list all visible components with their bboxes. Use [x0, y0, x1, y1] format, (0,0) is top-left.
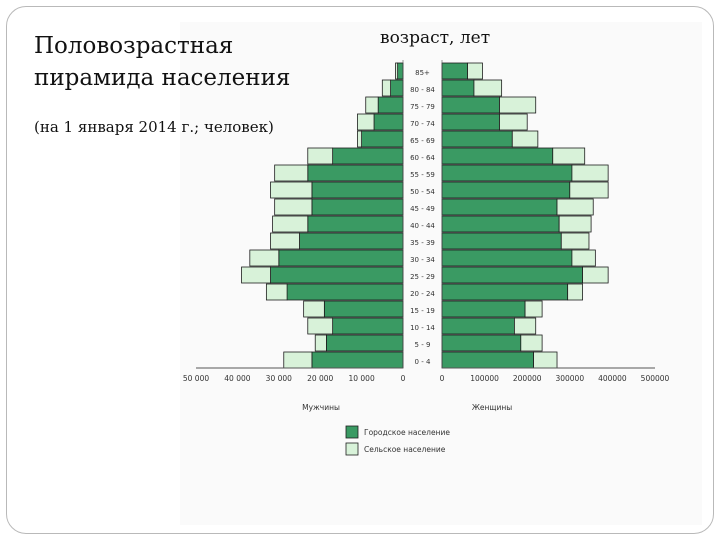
men-urban-bar: [271, 267, 403, 283]
legend-rural-swatch: [346, 443, 358, 455]
men-rural-bar: [304, 301, 325, 317]
age-group-label: 65 - 69: [410, 137, 435, 145]
men-rural-bar: [275, 199, 312, 215]
women-rural-bar: [570, 182, 608, 198]
women-urban-bar: [442, 114, 500, 130]
age-group-label: 70 - 74: [410, 120, 435, 128]
women-urban-bar: [442, 250, 572, 266]
men-urban-bar: [308, 216, 403, 232]
women-urban-bar: [442, 97, 500, 113]
women-rural-bar: [468, 63, 483, 79]
age-group-label: 30 - 34: [410, 256, 435, 264]
men-rural-bar: [315, 335, 326, 351]
men-urban-bar: [333, 318, 403, 334]
men-urban-bar: [374, 114, 403, 130]
women-urban-bar: [442, 318, 514, 334]
men-rural-bar: [357, 114, 374, 130]
age-group-label: 50 - 54: [410, 188, 435, 196]
women-tick-label: 300000: [555, 374, 585, 383]
age-axis-label: возраст, лет: [380, 28, 491, 48]
age-group-label: 75 - 79: [410, 103, 435, 111]
men-tick-label: 40 000: [224, 374, 251, 383]
men-urban-bar: [300, 233, 404, 249]
age-group-label: 15 - 19: [410, 307, 435, 315]
men-urban-bar: [378, 97, 403, 113]
men-rural-bar: [273, 216, 308, 232]
men-rural-bar: [396, 63, 398, 79]
age-group-label: 55 - 59: [410, 171, 435, 179]
age-group-label: 10 - 14: [410, 324, 435, 332]
men-rural-bar: [357, 131, 361, 147]
age-group-label: 40 - 44: [410, 222, 435, 230]
age-group-label: 25 - 29: [410, 273, 435, 281]
women-urban-bar: [442, 63, 468, 79]
women-urban-bar: [442, 335, 521, 351]
age-group-label: 20 - 24: [410, 290, 435, 298]
women-urban-bar: [442, 148, 553, 164]
women-rural-bar: [521, 335, 542, 351]
legend-rural-label: Сельское население: [364, 445, 446, 454]
women-rural-bar: [500, 97, 536, 113]
women-rural-bar: [572, 250, 595, 266]
men-tick-label: 0: [400, 374, 406, 383]
men-tick-label: 30 000: [265, 374, 292, 383]
age-group-label: 45 - 49: [410, 205, 435, 213]
age-group-label: 80 - 84: [410, 86, 435, 94]
women-rural-bar: [474, 80, 502, 96]
men-urban-bar: [287, 284, 403, 300]
men-rural-bar: [275, 165, 308, 181]
men-axis-label: Мужчины: [302, 403, 340, 412]
women-rural-bar: [512, 131, 538, 147]
men-urban-bar: [362, 131, 403, 147]
men-urban-bar: [326, 335, 403, 351]
women-rural-bar: [557, 199, 593, 215]
men-urban-bar: [398, 63, 403, 79]
men-urban-bar: [333, 148, 403, 164]
women-urban-bar: [442, 233, 561, 249]
women-rural-bar: [514, 318, 535, 334]
men-rural-bar: [242, 267, 271, 283]
women-urban-bar: [442, 301, 525, 317]
men-rural-bar: [266, 284, 287, 300]
men-urban-bar: [312, 352, 403, 368]
men-rural-bar: [308, 148, 333, 164]
legend-urban-label: Городское население: [364, 428, 450, 437]
women-rural-bar: [583, 267, 609, 283]
age-group-label: 85+: [415, 69, 430, 77]
women-rural-bar: [553, 148, 585, 164]
men-urban-bar: [391, 80, 403, 96]
women-tick-label: 100000: [470, 374, 499, 383]
age-group-label: 5 - 9: [414, 341, 431, 349]
women-urban-bar: [442, 165, 572, 181]
men-tick-label: 20 000: [307, 374, 334, 383]
men-urban-bar: [279, 250, 403, 266]
women-urban-bar: [442, 216, 559, 232]
women-urban-bar: [442, 267, 583, 283]
women-tick-label: 0: [439, 374, 445, 383]
age-group-label: 35 - 39: [410, 239, 435, 247]
women-rural-bar: [568, 284, 583, 300]
women-tick-label: 200000: [512, 374, 542, 383]
age-group-label: 0 - 4: [414, 358, 431, 366]
women-tick-label: 500000: [640, 374, 670, 383]
women-urban-bar: [442, 199, 557, 215]
men-rural-bar: [271, 233, 300, 249]
men-urban-bar: [312, 182, 403, 198]
age-group-label: 60 - 64: [410, 154, 435, 162]
women-urban-bar: [442, 284, 568, 300]
legend-urban-swatch: [346, 426, 358, 438]
men-rural-bar: [382, 80, 390, 96]
women-rural-bar: [559, 216, 591, 232]
women-urban-bar: [442, 80, 474, 96]
slide-subtitle: (на 1 января 2014 г.; человек): [34, 118, 274, 136]
men-tick-label: 10 000: [348, 374, 375, 383]
men-urban-bar: [324, 301, 403, 317]
women-urban-bar: [442, 182, 570, 198]
men-urban-bar: [308, 165, 403, 181]
women-tick-label: 400000: [598, 374, 627, 383]
men-rural-bar: [271, 182, 312, 198]
men-rural-bar: [250, 250, 279, 266]
men-rural-bar: [366, 97, 378, 113]
women-rural-bar: [572, 165, 608, 181]
women-axis-label: Женщины: [471, 403, 513, 412]
women-urban-bar: [442, 352, 534, 368]
slide-title: Половозрастная пирамида населения: [34, 33, 291, 91]
men-tick-label: 50 000: [182, 374, 210, 383]
men-urban-bar: [312, 199, 403, 215]
women-urban-bar: [442, 131, 512, 147]
women-rural-bar: [525, 301, 542, 317]
women-rural-bar: [561, 233, 589, 249]
women-rural-bar: [534, 352, 557, 368]
women-rural-bar: [500, 114, 528, 130]
men-rural-bar: [308, 318, 333, 334]
men-rural-bar: [284, 352, 312, 368]
